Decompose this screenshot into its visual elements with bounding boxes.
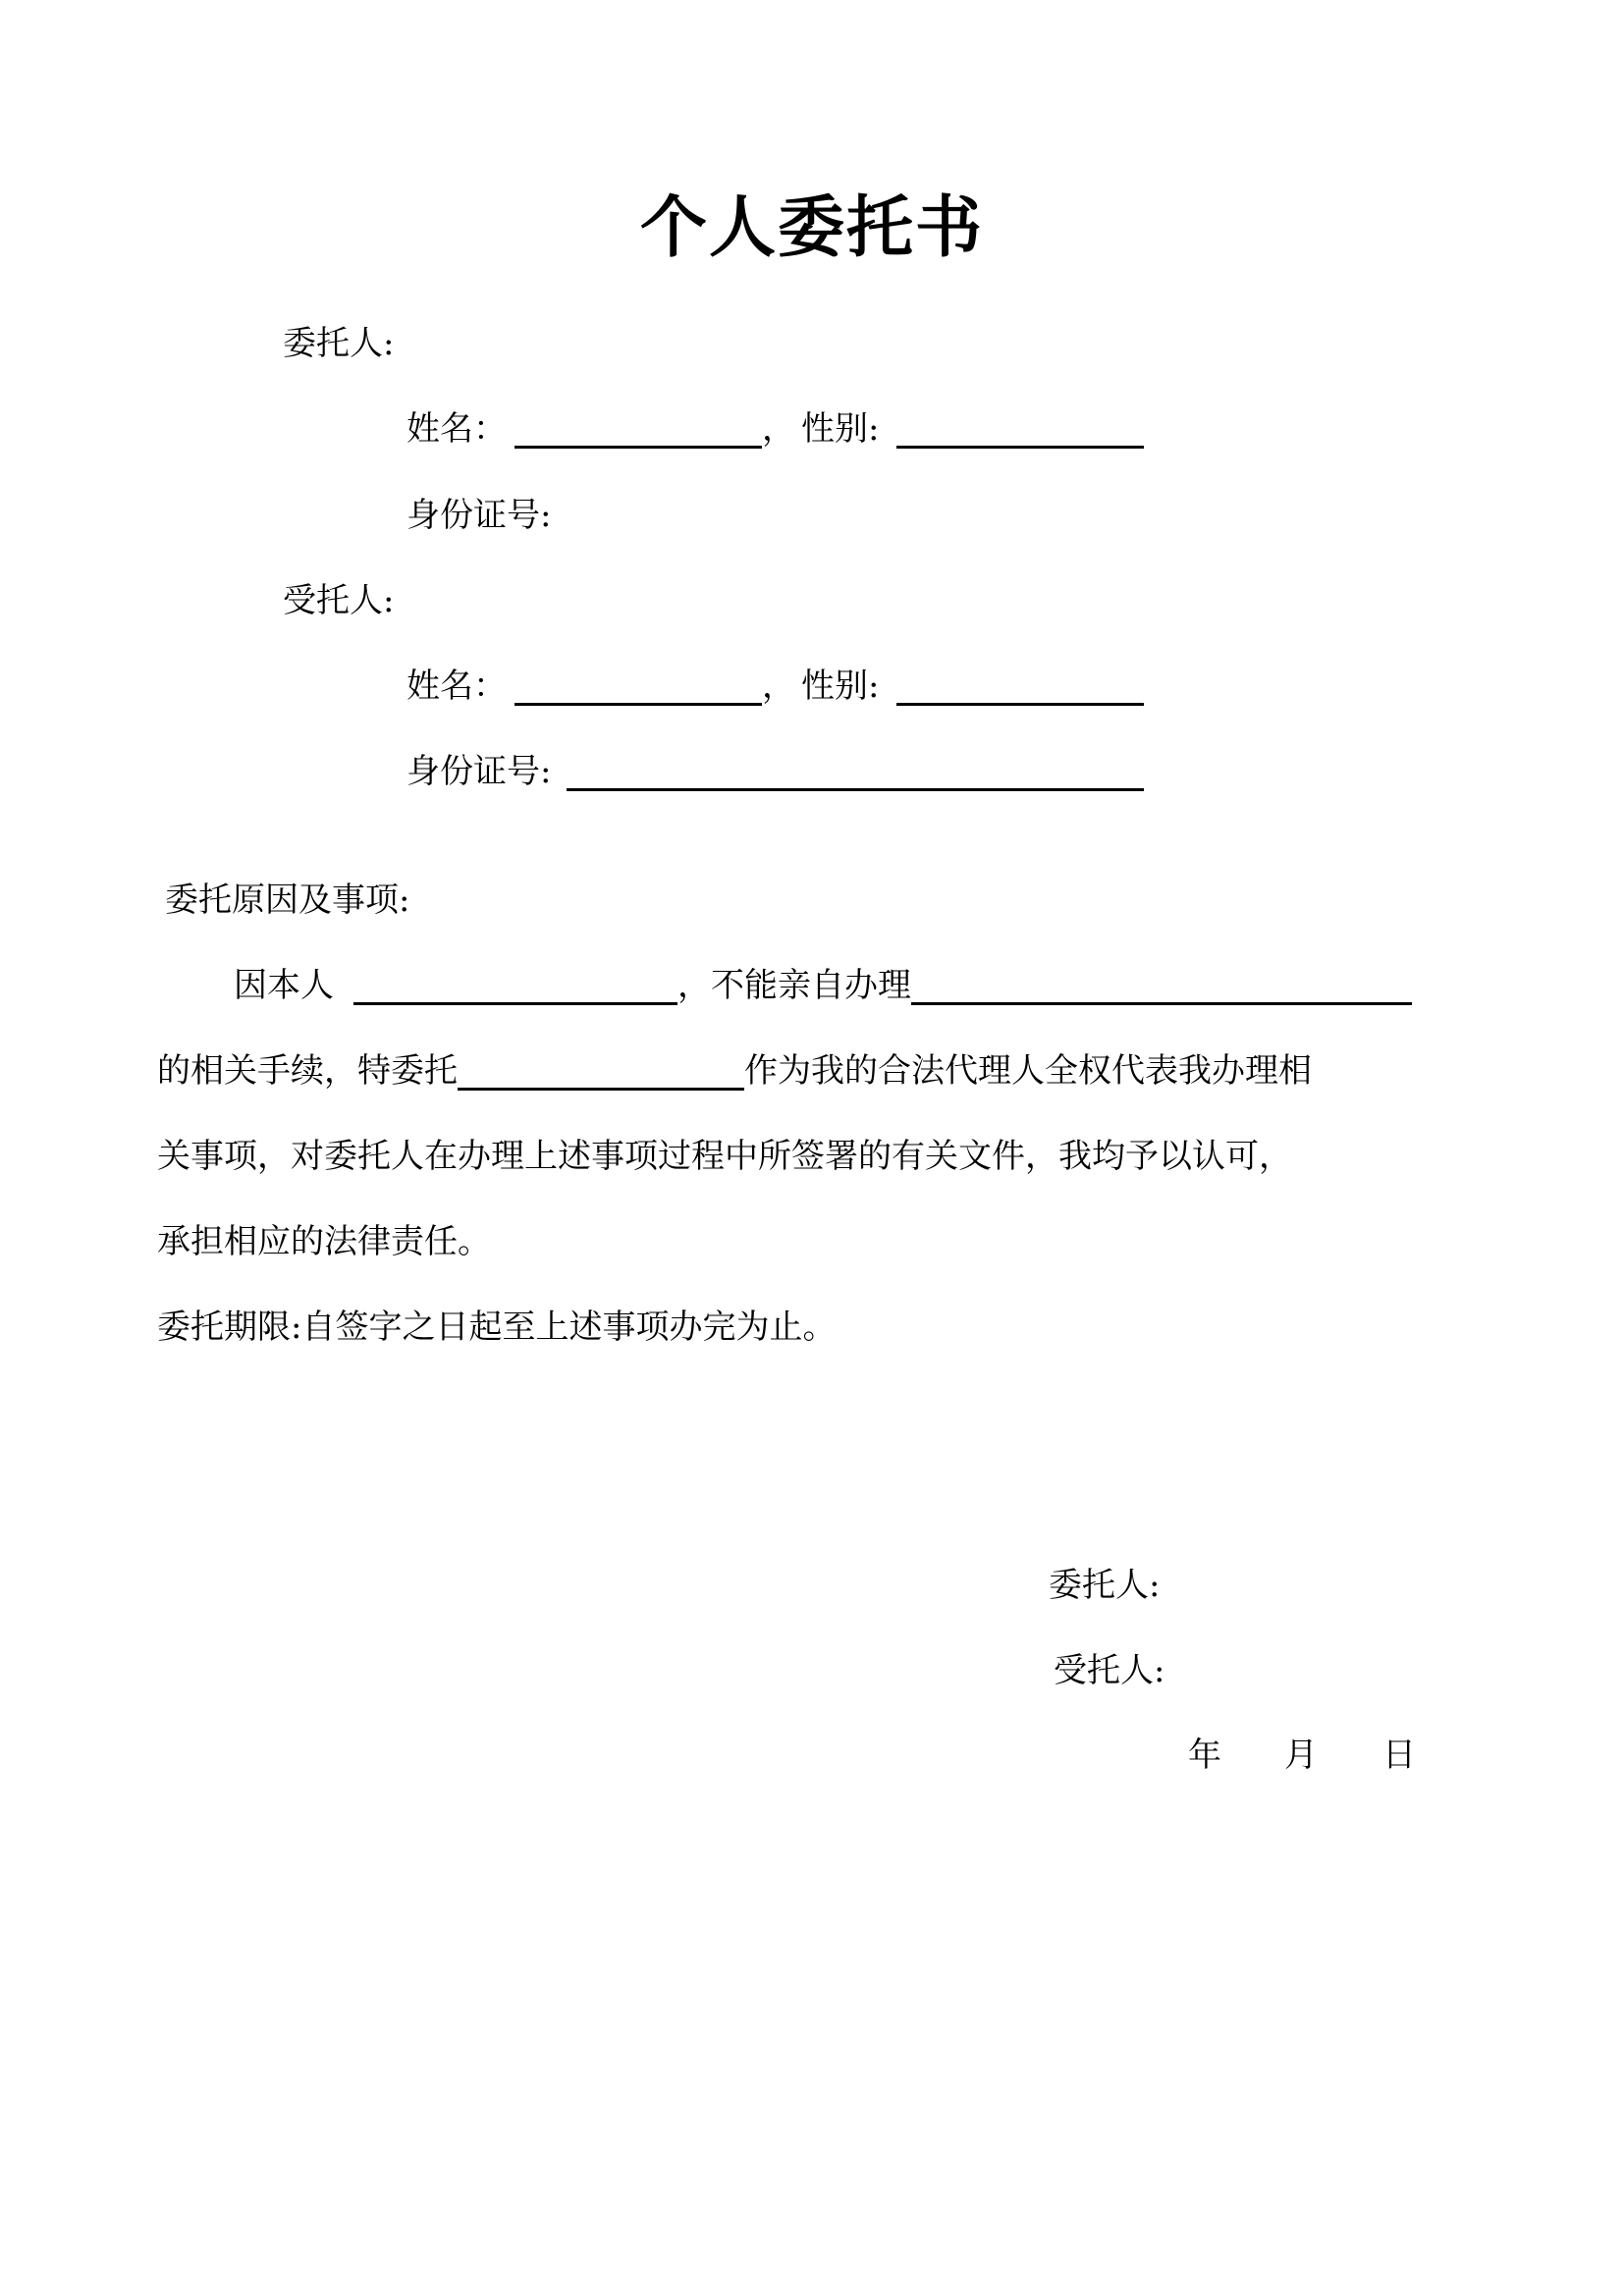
matters-line-3: 关事项，对委托人在办理上述事项过程中所签署的有关文件，我均予以认可， [157,1137,1292,1176]
principal-name-label: 姓名： [406,409,507,449]
signature-agent-label: 受托人: [1054,1651,1165,1690]
agent-name-label: 姓名： [406,667,507,706]
entrustment-term: 委托期限:自签字之日起至上述事项办完为止。 [157,1308,837,1347]
date-month-label: 月 [1284,1735,1318,1775]
matters-line-1 [234,966,1412,1005]
principal-gender-label: 性别: [801,409,880,449]
date-year-label: 年 [1188,1735,1221,1775]
principal-name-field[interactable] [514,412,762,449]
signature-principal-label: 委托人: [1049,1566,1161,1605]
principal-name-gender-row [406,409,1144,449]
reason-field[interactable] [353,969,677,1005]
agent-gender-field[interactable] [896,669,1144,706]
matters-line2-prefix: 的相关手续，特委托 [157,1051,458,1091]
matters-line2-suffix: 作为我的合法代理人全权代表我办理相 [744,1051,1312,1091]
delegate-name-field[interactable] [458,1054,744,1091]
principal-separator: ， [762,409,795,449]
matter-field[interactable] [911,969,1412,1005]
matters-line-4: 承担相应的法律责任。 [157,1222,491,1261]
agent-heading: 受托人: [283,581,395,620]
agent-id-row [406,752,1144,791]
agent-id-label: 身份证号: [406,752,552,791]
matters-line1-prefix: 因本人 [234,966,334,1005]
date-day-label: 日 [1382,1735,1416,1775]
agent-gender-label: 性别: [801,667,880,706]
agent-separator: ， [762,667,795,706]
matters-line1-middle: ，不能亲自办理 [677,966,911,1005]
agent-name-gender-row [406,667,1144,706]
agent-name-field[interactable] [514,669,762,706]
document-title: 个人委托书 [639,188,984,267]
agent-id-field[interactable] [567,755,1144,791]
matters-heading: 委托原因及事项: [165,881,410,920]
principal-id-label: 身份证号: [406,496,552,535]
principal-heading: 委托人: [283,324,395,363]
principal-gender-field[interactable] [896,412,1144,449]
matters-line-2 [157,1051,1312,1091]
